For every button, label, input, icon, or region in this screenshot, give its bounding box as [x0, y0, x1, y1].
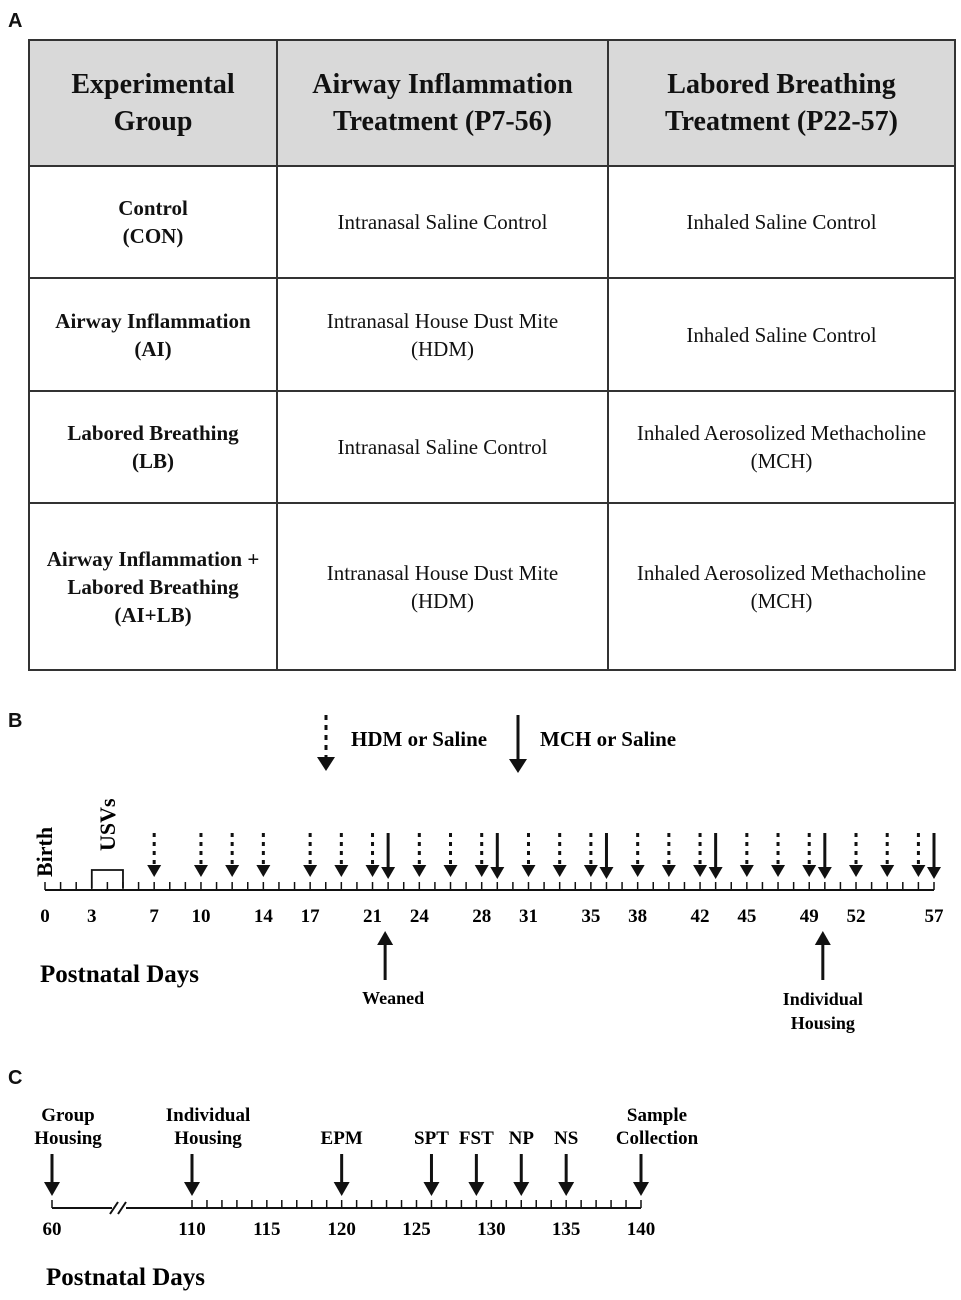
mch-arrowhead — [709, 867, 723, 879]
header-line: Experimental — [71, 69, 235, 100]
tick-label: 60 — [42, 1219, 62, 1240]
hdm-arrowhead — [662, 865, 676, 877]
timeline-b-arrows — [147, 833, 941, 879]
cell-line: Airway Inflammation — [55, 308, 251, 333]
event-label: Collection — [615, 1128, 699, 1149]
tick-label: 52 — [846, 906, 866, 927]
cell-line: (HDM) — [411, 588, 474, 613]
cell-line: (CON) — [122, 224, 184, 249]
tick-label: 24 — [409, 906, 429, 927]
tick-label: 57 — [924, 906, 944, 927]
mch-arrowhead — [818, 867, 832, 879]
cell-line: Inhaled Saline Control — [686, 210, 877, 235]
event-arrowhead — [184, 1182, 200, 1196]
header-airway-treatment — [277, 40, 608, 166]
hdm-arrowhead — [444, 865, 458, 877]
hdm-arrowhead — [521, 865, 535, 877]
cell-line: Labored Breathing — [67, 421, 239, 446]
table-header-row — [29, 40, 955, 166]
tick-label: 49 — [799, 906, 819, 927]
timeline-c-events — [34, 1105, 698, 1196]
cell-line: Intranasal Saline Control — [337, 210, 548, 235]
event-arrowhead — [423, 1182, 439, 1196]
mch-arrowhead — [381, 867, 395, 879]
hdm-arrowhead — [194, 865, 208, 877]
event-label: NS — [554, 1128, 579, 1149]
legend-solid-arrowhead — [509, 759, 527, 773]
header-labored-treatment — [608, 40, 955, 166]
legend-dashed-arrowhead — [317, 757, 335, 771]
tick-label: 125 — [402, 1219, 431, 1240]
hdm-arrowhead — [584, 865, 598, 877]
tick-label: 120 — [327, 1219, 356, 1240]
group-cell — [29, 391, 277, 503]
hdm-arrowhead — [366, 865, 380, 877]
tick-label: 14 — [253, 906, 273, 927]
birth-label: Birth — [32, 826, 57, 877]
hdm-arrowhead — [475, 865, 489, 877]
cell-line: Inhaled Aerosolized Methacholine — [636, 560, 927, 585]
group-cell — [29, 166, 277, 278]
header-line: Group — [113, 106, 193, 137]
table-row — [29, 391, 955, 503]
tick-label: 42 — [690, 906, 710, 927]
legend-hdm-label: HDM or Saline — [351, 727, 488, 751]
event-label: FST — [458, 1128, 494, 1149]
weaned-label: Weaned — [362, 988, 425, 1008]
panel-letter-a: A — [8, 10, 23, 32]
event-label: Individual — [165, 1105, 251, 1126]
table-row — [29, 166, 955, 278]
tick-label: 28 — [472, 906, 492, 927]
cell-line: (AI) — [134, 336, 172, 361]
axis-title-c: Postnatal Days — [46, 1264, 206, 1291]
event-arrowhead — [633, 1182, 649, 1196]
mch-arrowhead — [599, 867, 613, 879]
hdm-arrowhead — [256, 865, 270, 877]
cell-line: Control — [118, 196, 188, 221]
cell-line: Intranasal Saline Control — [337, 435, 548, 460]
tick-label: 45 — [737, 906, 757, 927]
group-cell — [29, 503, 277, 670]
cell-line: Inhaled Saline Control — [686, 322, 877, 347]
group-cell — [29, 278, 277, 390]
legend-mch-label: MCH or Saline — [540, 727, 677, 751]
header-line: Treatment (P22-57) — [665, 106, 898, 137]
event-arrowhead — [513, 1182, 529, 1196]
header-line: Labored Breathing — [667, 69, 896, 100]
hdm-arrowhead — [849, 865, 863, 877]
timeline-b — [0, 705, 961, 1050]
airway-cell — [277, 278, 608, 390]
event-label: Sample — [626, 1105, 688, 1126]
hdm-arrowhead — [334, 865, 348, 877]
hdm-arrowhead — [631, 865, 645, 877]
hdm-arrowhead — [880, 865, 894, 877]
panel-letter-b: B — [8, 710, 23, 732]
hdm-arrowhead — [225, 865, 239, 877]
event-label: Housing — [174, 1128, 242, 1149]
tick-label: 31 — [518, 906, 538, 927]
event-arrowhead — [334, 1182, 350, 1196]
cell-line: (MCH) — [750, 588, 813, 613]
hdm-arrowhead — [303, 865, 317, 877]
event-label: EPM — [320, 1128, 363, 1149]
tick-label: 35 — [581, 906, 601, 927]
airway-cell — [277, 503, 608, 670]
event-arrowhead — [558, 1182, 574, 1196]
tick-label: 38 — [628, 906, 648, 927]
individual-housing-label-2: Housing — [790, 1013, 855, 1033]
axis-title-b: Postnatal Days — [40, 961, 200, 988]
timeline-b-tick-labels — [40, 906, 944, 927]
timeline-c-tick-labels — [43, 1219, 656, 1240]
weaned-arrowhead — [377, 931, 393, 945]
tick-label: 0 — [40, 906, 50, 927]
mch-arrowhead — [927, 867, 941, 879]
tick-label: 21 — [363, 906, 383, 927]
cell-line: (MCH) — [750, 449, 813, 474]
header-experimental-group — [29, 40, 277, 166]
hdm-arrowhead — [412, 865, 426, 877]
table-row — [29, 278, 955, 390]
usv-label: USVs — [95, 798, 120, 851]
labored-cell — [608, 503, 955, 670]
event-arrowhead — [468, 1182, 484, 1196]
hdm-arrowhead — [693, 865, 707, 877]
timeline-b-axis — [45, 870, 934, 890]
panel-letter-c: C — [8, 1067, 23, 1089]
individual-housing-label-1: Individual — [782, 989, 863, 1009]
cell-line: (HDM) — [411, 336, 474, 361]
labored-cell — [608, 166, 955, 278]
event-label: NP — [508, 1128, 534, 1149]
event-arrowhead — [44, 1182, 60, 1196]
experimental-group-table — [28, 39, 954, 671]
cell-line: (LB) — [132, 449, 174, 474]
header-line: Airway Inflammation — [312, 69, 573, 100]
tick-label: 10 — [191, 906, 211, 927]
tick-label: 130 — [477, 1219, 506, 1240]
axis-break — [118, 1202, 126, 1214]
hdm-arrowhead — [147, 865, 161, 877]
tick-label: 135 — [551, 1219, 581, 1240]
hdm-arrowhead — [911, 865, 925, 877]
tick-label: 3 — [87, 906, 97, 927]
cell-line: Inhaled Aerosolized Methacholine — [636, 421, 927, 446]
event-label: Housing — [34, 1128, 102, 1149]
hdm-arrowhead — [771, 865, 785, 877]
event-label: Group — [41, 1105, 95, 1126]
hdm-arrowhead — [802, 865, 816, 877]
cell-line: Intranasal House Dust Mite — [326, 560, 559, 585]
airway-cell — [277, 391, 608, 503]
mch-arrowhead — [490, 867, 504, 879]
tick-label: 110 — [178, 1219, 206, 1240]
header-line: Treatment (P7-56) — [333, 106, 552, 137]
labored-cell — [608, 391, 955, 503]
labored-cell — [608, 278, 955, 390]
tick-label: 140 — [626, 1219, 656, 1240]
tick-label: 17 — [300, 906, 320, 927]
event-label: SPT — [414, 1128, 449, 1149]
cell-line: Labored Breathing — [67, 574, 239, 599]
airway-cell — [277, 166, 608, 278]
tick-label: 7 — [149, 906, 159, 927]
cell-line: Intranasal House Dust Mite — [326, 308, 559, 333]
table-row — [29, 503, 955, 670]
timeline-c-axis — [52, 1200, 641, 1214]
hdm-arrowhead — [740, 865, 754, 877]
cell-line: Airway Inflammation + — [46, 546, 260, 571]
hdm-arrowhead — [553, 865, 567, 877]
timeline-c — [0, 1098, 961, 1298]
cell-line: (AI+LB) — [114, 602, 192, 627]
individual-housing-arrowhead — [815, 931, 831, 945]
tick-label: 115 — [253, 1219, 281, 1240]
